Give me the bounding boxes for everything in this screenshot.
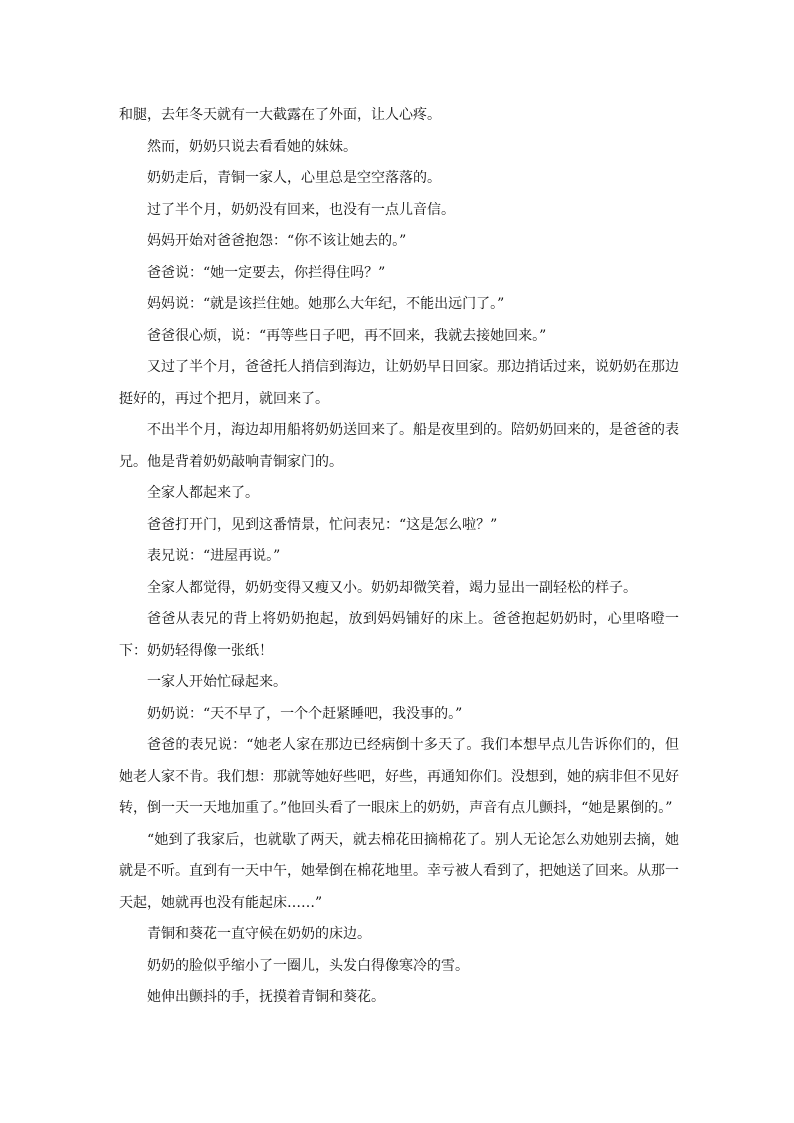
paragraph: 和腿，去年冬天就有一大截露在了外面，让人心疼。 xyxy=(119,107,441,123)
paragraph: 爸爸打开门，见到这番情景，忙问表兄：“这是怎么啦？” xyxy=(147,516,498,533)
paragraph: 妈妈说：“就是该拦住她。她那么大年纪，不能出远门了。” xyxy=(147,296,505,312)
paragraph: 爸爸说：“她一定要去，你拦得住吗？” xyxy=(147,264,386,281)
paragraph: 爸爸从表兄的背上将奶奶抱起，放到妈妈铺好的床上。爸爸抱起奶奶时，心里咯噔一下：奶奶轻得像一张纸！ xyxy=(119,611,679,659)
paragraph: 爸爸的表兄说：“她老人家在那边已经病倒十多天了。我们本想早点儿告诉你们的，但她老人家不肯。我们想：那就等她好些吧，好些，再通知你们。没想到，她的病非但不见好转，倒一天一天地加重了。”他回头看了一眼床上的奶奶，声音有点儿颤抖，“她是累倒的。” xyxy=(119,737,679,816)
story-text xyxy=(119,100,679,1014)
paragraph: 然而，奶奶只说去看看她的妹妹。 xyxy=(147,138,357,155)
paragraph: 一家人开始忙碌起来。 xyxy=(147,674,287,690)
paragraph: 妈妈开始对爸爸抱怨：“你不该让她去的。” xyxy=(147,233,407,249)
paragraph: 表兄说：“进屋再说。” xyxy=(147,548,281,564)
paragraph: 奶奶走后，青铜一家人，心里总是空空落落的。 xyxy=(147,170,441,186)
paragraph: 青铜和葵花一直守候在奶奶的床边。 xyxy=(147,926,371,942)
paragraph: 爸爸很心烦，说：“再等些日子吧，再不回来，我就去接她回来。” xyxy=(147,327,547,344)
paragraph: 全家人都觉得，奶奶变得又瘦又小。奶奶却微笑着，竭力显出一副轻松的样子。 xyxy=(147,579,637,596)
paragraph: 奶奶说：“天不早了，一个个赶紧睡吧，我没事的。” xyxy=(147,705,463,722)
paragraph: 又过了半个月，爸爸托人捎信到海边，让奶奶早日回家。那边捎话过来，说奶奶在那边挺好的，再过个把月，就回来了。 xyxy=(119,359,679,407)
paragraph: 不出半个月，海边却用船将奶奶送回来了。船是夜里到的。陪奶奶回来的，是爸爸的表兄。他是背着奶奶敲响青铜家门的。 xyxy=(119,422,679,470)
paragraph: 全家人都起来了。 xyxy=(147,485,259,501)
paragraph: 过了半个月，奶奶没有回来，也没有一点儿音信。 xyxy=(147,201,455,218)
paragraph: “她到了我家后，也就歇了两天，就去棉花田摘棉花了。别人无论怎么劝她别去摘，她就是不听。直到有一天中午，她晕倒在棉花地里。幸亏被人看到了，把她送了回来。从那一天起，她就再也没有能起床……” xyxy=(119,831,679,911)
paragraph: 她伸出颤抖的手，抚摸着青铜和葵花。 xyxy=(147,989,385,1005)
paragraph: 奶奶的脸似乎缩小了一圈儿，头发白得像寒冷的雪。 xyxy=(147,957,469,974)
